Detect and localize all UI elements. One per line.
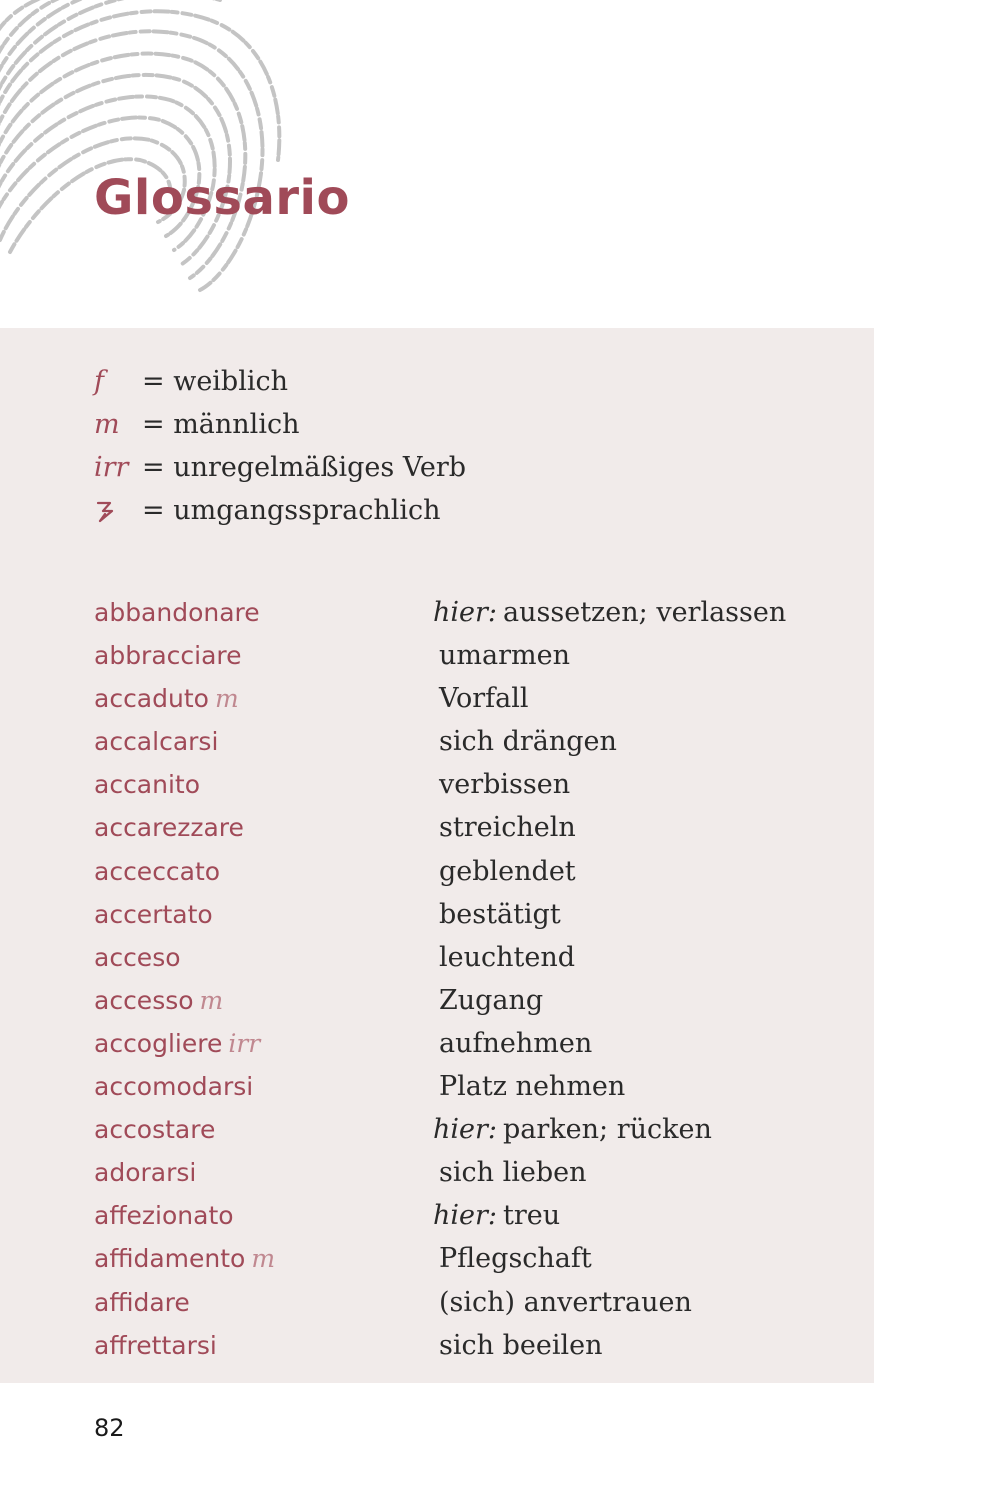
entry-translation [433,1324,602,1367]
entry-term [94,634,248,677]
entry-translation [433,979,543,1022]
glossary-list [94,591,794,1367]
term-word: abbracciare [94,641,242,671]
translation-text: geblendet [439,855,576,887]
legend-abbr: irr [94,452,129,483]
entry-term [94,1281,196,1324]
entry-term [94,1324,223,1367]
translation-prefix: hier: [433,1200,498,1232]
term-tag: m [214,684,239,714]
translation-text: aufnehmen [439,1027,593,1059]
legend-definition: = männlich [142,409,300,440]
entry-translation [433,591,786,634]
glossary-entry [94,1281,794,1324]
translation-prefix: hier: [433,597,498,628]
entry-term [94,806,250,849]
legend-definition: = umgangssprachlich [142,495,441,526]
translation-text: umarmen [439,640,570,672]
glossary-entry [94,1237,794,1280]
translation-text: (sich) anvertrauen [439,1286,692,1318]
term-word: accaduto [94,684,209,714]
entry-translation [433,677,529,720]
fingerprint-graphic [0,0,300,300]
translation-text: bestätigt [439,898,561,930]
term-word: affidamento [94,1244,246,1274]
translation-text: sich lieben [439,1157,587,1189]
entry-term [94,591,266,634]
entry-term [94,936,187,979]
legend-abbr [94,489,139,532]
term-word: abbandonare [94,598,260,627]
entry-term [94,1022,260,1065]
glossary-entry [94,1324,794,1367]
term-word: adorarsi [94,1158,197,1188]
entry-term [94,763,206,806]
entry-translation [433,850,576,893]
translation-text: Zugang [439,984,544,1016]
legend-abbr: f [94,366,104,397]
translation-text: Pflegschaft [439,1243,592,1275]
glossary-entry [94,677,794,720]
page-number: 82 [94,1414,125,1442]
term-word: accostare [94,1115,216,1145]
term-word: affrettarsi [94,1330,217,1360]
glossary-entry [94,850,794,893]
term-word: acceccato [94,856,221,886]
glossary-entry [94,936,794,979]
glossary-entry [94,1022,794,1065]
page-title: Glossario [94,170,350,226]
glossary-entry [94,1065,794,1108]
entry-translation [433,1108,712,1151]
translation-text: sich drängen [439,726,617,758]
glossary-entry [94,893,794,936]
glossary-entry [94,1108,794,1151]
glossary-entry [94,591,794,634]
entry-term [94,1108,221,1151]
entry-translation [433,1151,587,1194]
legend-definition: = weiblich [142,366,288,397]
translation-text: Platz nehmen [439,1071,626,1103]
entry-translation [433,1022,592,1065]
glossary-entry [94,1194,794,1237]
translation-prefix: hier: [433,1114,498,1146]
term-word: accomodarsi [94,1072,254,1102]
entry-translation [433,936,575,979]
glossary-entry [94,720,794,763]
entry-term [94,1151,202,1194]
term-word: acceso [94,942,181,972]
entry-translation [433,893,561,936]
glossary-entry [94,763,794,806]
glossary-entry [94,979,794,1022]
term-word: accanito [94,770,201,800]
term-word: accertato [94,899,213,929]
translation-text: aussetzen; verlassen [503,597,787,628]
entry-term [94,1065,259,1108]
entry-translation [433,1065,625,1108]
term-word: accalcarsi [94,727,219,757]
entry-translation [433,763,570,806]
glossary-entry [94,634,794,677]
translation-text: parken; rücken [503,1114,712,1146]
entry-term [94,893,219,936]
entry-translation [433,1194,560,1237]
term-tag: m [251,1244,276,1274]
entry-term [94,1194,240,1237]
translation-text: streicheln [439,812,576,844]
term-word: accarezzare [94,813,244,843]
entry-translation [433,720,617,763]
glossary-entry [94,1151,794,1194]
legend-abbr: m [94,409,120,440]
entry-translation [433,806,576,849]
translation-text: treu [503,1200,561,1232]
translation-text: verbissen [439,769,571,801]
entry-term [94,677,239,720]
entry-term [94,979,223,1022]
entry-translation [433,634,570,677]
entry-translation [433,1281,692,1324]
term-tag: irr [228,1028,261,1058]
term-word: affidare [94,1287,190,1317]
entry-term [94,850,226,893]
term-word: affezionato [94,1201,234,1231]
glossary-entry [94,806,794,849]
entry-term [94,1237,275,1280]
translation-text: leuchtend [439,941,576,973]
entry-term [94,720,224,763]
entry-translation [433,1237,592,1280]
term-word: accesso [94,985,194,1015]
lightning-bolt-icon [94,500,116,524]
translation-text: Vorfall [439,683,529,715]
term-word: accogliere [94,1028,223,1058]
translation-text: sich beeilen [439,1329,603,1361]
term-tag: m [199,985,224,1015]
legend-definition: = unregelmäßiges Verb [142,452,467,483]
